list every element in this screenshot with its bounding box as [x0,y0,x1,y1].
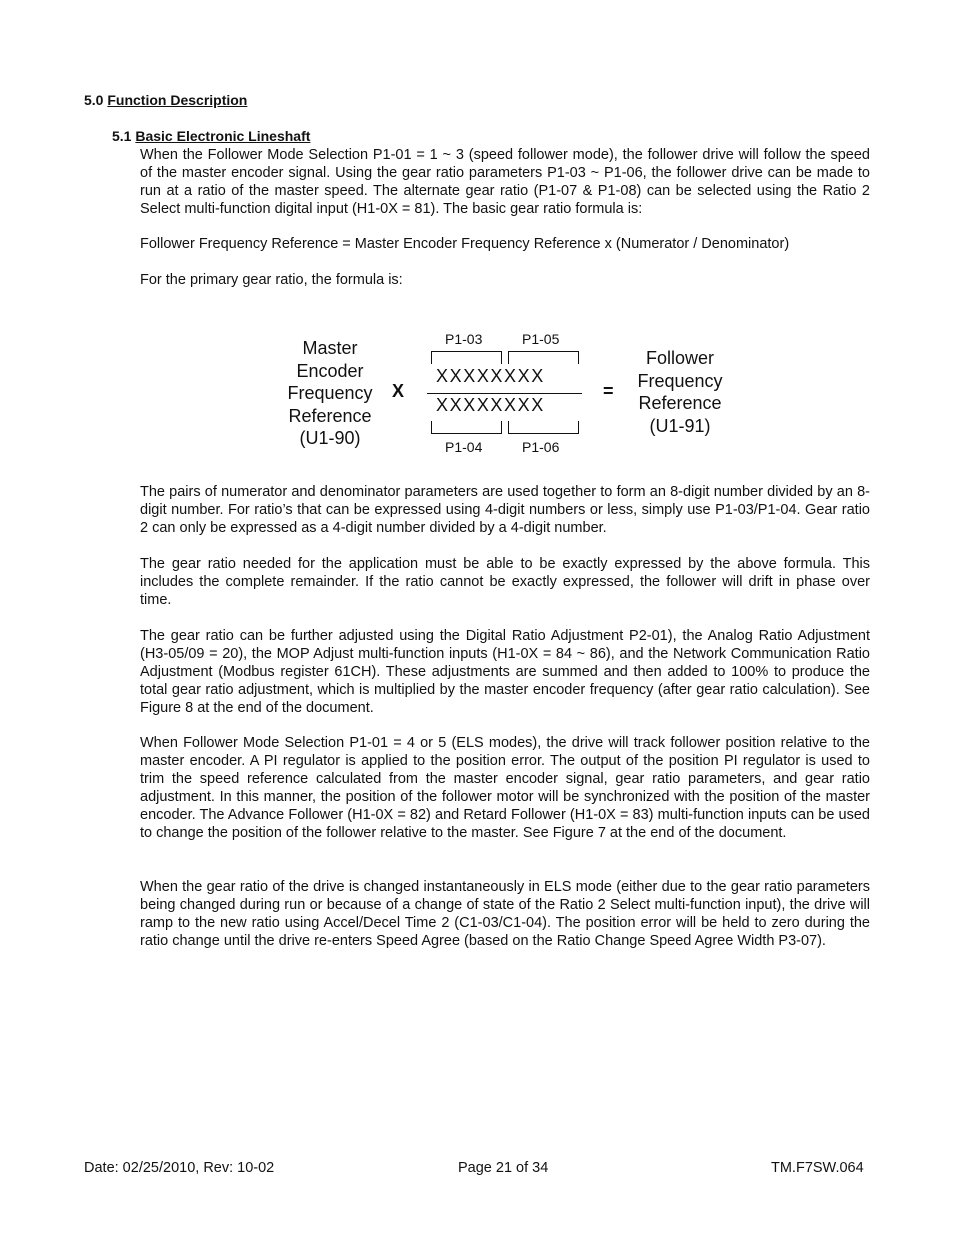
footer-doc-id: TM.F7SW.064 [771,1160,864,1176]
section-heading [84,92,247,108]
footer-page-number: Page 21 of 34 [458,1160,549,1176]
section-title: Function Description [107,92,248,108]
formula-follower-reference [626,347,734,437]
bracket-top-p1-05 [508,351,579,364]
formula-right-line: (U1-91) [649,415,711,436]
bracket-bottom-p1-04 [431,421,502,434]
paragraph-exact-ratio: The gear ratio needed for the application must be able to be exactly expressed by the above formula. This includes the complete remainder. If the ratio cannot be exactly expressed, the follower will drift in phase over time. [140,556,870,608]
paragraph-basic-formula: Follower Frequency Reference = Master Encoder Frequency Reference x (Numerator / Denominator) [140,236,790,252]
bracket-top-p1-03 [431,351,502,364]
formula-left-line: Master [302,338,358,358]
formula-left-line: Reference [288,405,372,426]
paragraph-els-mode: When Follower Mode Selection P1-01 = 4 or 5 (ELS modes), the drive will track follower position relative to the master encoder. A PI regulator is applied to the position error. The output of the position PI regulator is used to trim the speed reference calculated from the master encoder signal, gear ratio parameters, and gear ratio adjustment. In this manner, the position of the follower motor will be synchronized with the position of the master encoder. The Advance Follower (H1-0X = 82) and Retard Follower (H1-0X = 83) multi-function inputs can be used to change the position of the follower relative to the master. See Figure 7 at the end of the document. [140,735,870,841]
formula-right-line: Follower [645,348,715,368]
label-p1-05: P1-05 [522,331,560,347]
subsection-title: Basic Electronic Lineshaft [135,128,311,144]
denominator-digits: XXXXXXXX [436,395,545,415]
formula-right-line: Reference [638,393,722,413]
subsection-heading [112,128,310,144]
multiply-sign: X [392,381,405,401]
section-number: 5.0 [84,92,104,108]
formula-left-line: (U1-90) [299,428,361,448]
formula-left-line: Encoder [296,360,364,381]
fraction-bar [427,393,582,394]
formula-master-reference [278,337,382,450]
paragraph-primary-ratio-intro: For the primary gear ratio, the formula is: [140,272,403,288]
label-p1-06: P1-06 [522,439,560,455]
label-p1-03: P1-03 [445,331,483,347]
numerator-digits: XXXXXXXX [436,366,545,386]
equals-sign: = [603,381,614,401]
paragraph-ratio-change: When the gear ratio of the drive is changed instantaneously in ELS mode (either due to the gear ratio parameters being changed during run or because of a change of state of the Ratio 2 Select multi-function input), the drive will ramp to the new ratio using Accel/Decel Time 2 (C1-03/C1-04). The position error will be held to zero during the ratio change until the drive re-enters Speed Agree (based on the Ratio Change Speed Agree Width P3-07). [140,879,870,949]
subsection-number: 5.1 [112,128,132,144]
paragraph-ratio-adjustment: The gear ratio can be further adjusted using the Digital Ratio Adjustment P2-01), the Analog Ratio Adjustment (H3-05/09 = 20), the MOP Adjust multi-function inputs (H1-0X = 84 ~ 86), and the Network Communication Ratio Adjustment (Modbus register 61CH). These adjustments are summed and then added to 100% to produce the total gear ratio adjustment, which is multiplied by the master encoder frequency (after gear ratio calculation). See Figure 8 at the end of the document. [140,628,870,716]
label-p1-04: P1-04 [445,439,483,455]
formula-left-line: Frequency [287,383,373,403]
paragraph-8-digit-ratio: The pairs of numerator and denominator parameters are used together to form an 8-digit number divided by an 8-digit number. For ratio’s that can be expressed using 4-digit numbers or less, simply use P1-03/P1-04. Gear ratio 2 can only be expressed as a 4-digit number divided by a 4-digit number. [140,484,870,536]
formula-right-line: Frequency [637,370,723,391]
bracket-bottom-p1-06 [508,421,579,434]
footer-date: Date: 02/25/2010, Rev: 10-02 [84,1160,275,1176]
paragraph-follower-mode: When the Follower Mode Selection P1-01 = 1 ~ 3 (speed follower mode), the follower drive will follow the speed of the master encoder signal. Using the gear ratio parameters P1-03 ~ P1-06, the follower drive can be made to run at a ratio of the master speed. The alternate gear ratio (P1-07 & P1-08) can be selected using the Ratio 2 Select multi-function digital input (H1-0X = 81). The basic gear ratio formula is: [140,147,870,217]
